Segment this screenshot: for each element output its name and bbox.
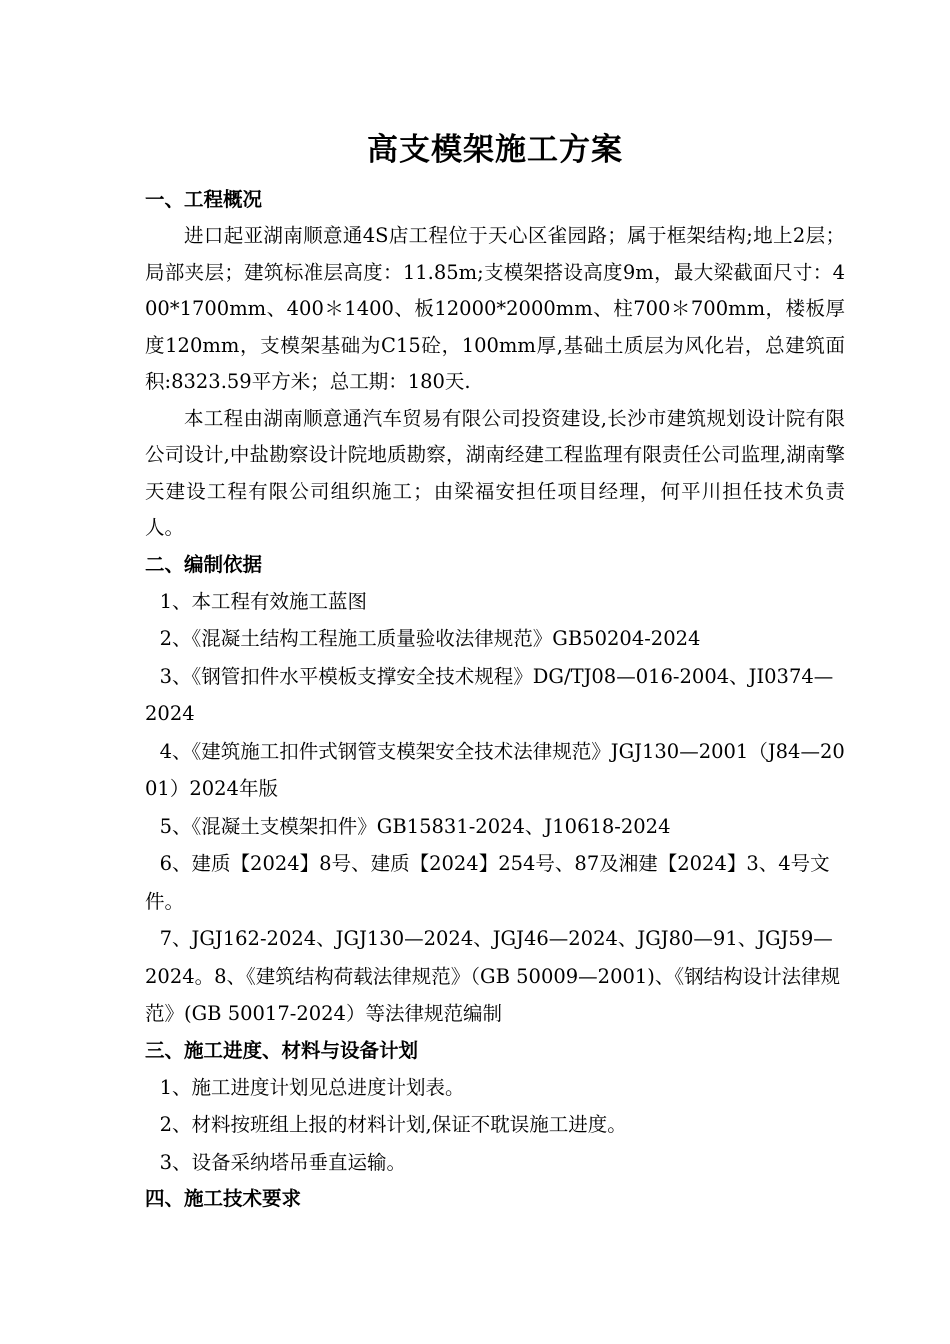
section-heading-basis: 二、编制依据 (145, 552, 263, 576)
basis-list-item: 6、建质【2024】8号、建质【2024】254号、87及湘建【2024】3、4号文件。 (145, 852, 830, 913)
section-heading-schedule: 三、施工进度、材料与设备计划 (145, 1038, 419, 1062)
overview-paragraph: 进口起亚湖南顺意通4S店工程位于天心区雀园路；属于框架结构;地上2层；局部夹层；建筑标准层高度：11.85m;支模架搭设高度9m，最大梁截面尺寸：400*1700mm、400＊1400、板12000*2000mm、柱700＊700mm，楼板厚度120mm，支模架基础为C15砼，100mm厚,基础土质层为风化岩，总建筑面积:8323.59平方米；总工期：180天. (145, 224, 845, 393)
basis-list-item: 1、本工程有效施工蓝图 (159, 589, 368, 613)
document-title: 高支模架施工方案 (367, 132, 623, 168)
schedule-list-item: 3、设备采纳塔吊垂直运输。 (159, 1150, 407, 1174)
schedule-list-item: 2、材料按班组上报的材料计划,保证不耽误施工进度。 (159, 1113, 627, 1136)
basis-list-item: 4、《建筑施工扣件式钢管支模架安全技术法律规范》JGJ130—2001（J84—2001）2024年版 (145, 739, 845, 800)
section-heading-overview: 一、工程概况 (145, 188, 263, 211)
basis-list-item: 2、《混凝土结构工程施工质量验收法律规范》GB50204-2024 (159, 627, 701, 650)
overview-paragraph: 本工程由湖南顺意通汽车贸易有限公司投资建设,长沙市建筑规划设计院有限公司设计,中盐勘察设计院地质勘察，湖南经建工程监理有限责任公司监理,湖南擎天建设工程有限公司组织施工；由梁福安担任项目经理，何平川担任技术负责人。 (145, 406, 845, 539)
basis-list-item: 3、《钢管扣件水平模板支撑安全技术规程》DG/TJ08—016-2004、JI0374—2024 (145, 664, 834, 725)
basis-list-item: 5、《混凝土支模架扣件》GB15831-2024、J10618-2024 (159, 814, 671, 838)
schedule-list-item: 1、施工进度计划见总进度计划表。 (159, 1075, 465, 1099)
basis-list-item: 7、JGJ162-2024、JGJ130—2024、JGJ46—2024、JGJ80—91、JGJ59—2024。8、《建筑结构荷载法律规范》（GB 50009—2001)、《钢结构设计法律规范》(GB 50017-2024）等法律规范编制 (145, 927, 841, 1025)
section-heading-technical: 四、施工技术要求 (145, 1187, 302, 1210)
document-body (145, 128, 845, 1217)
